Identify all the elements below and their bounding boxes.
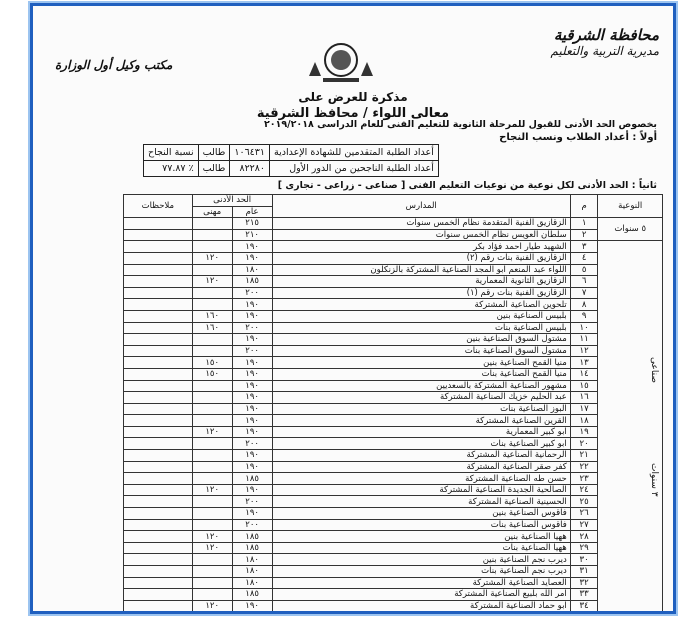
row-number: ١١ [570,334,598,346]
notes-cell [124,461,193,473]
col-type: النوعية [598,195,663,218]
school-name: الزقازيق الفنية بنات رقم (٢) [272,252,570,264]
governorate-name: محافظة الشرقية [553,26,659,44]
directorate-name: مديرية التربية والتعليم [550,44,659,58]
min-vocational [192,264,232,276]
emblem-icon [301,36,381,86]
notes-cell [124,426,193,438]
min-general: ١٨٠ [232,577,272,589]
table-row [124,589,663,601]
min-vocational [192,577,232,589]
min-general: ١٩٠ [232,241,272,253]
row-number: ١ [570,218,598,230]
min-vocational [192,218,232,230]
type-industrial [598,241,663,612]
memo-subject: بخصوص الحد الأدنى للقبول للمرحلة الثانوية للتعليم الفنى للعام الدراسى ٢٠١٩/٢٠١٨ [263,119,657,130]
min-vocational: ١٥٠ [192,357,232,369]
min-general: ١٩٠ [232,461,272,473]
notes-cell [124,345,193,357]
notes-cell [124,566,193,578]
school-name: فاقوس الصناعية بنات [272,519,570,531]
school-name: امر الله بلبيع الصناعية المشتركة [272,589,570,601]
min-vocational: ١٢٠ [192,276,232,288]
school-name: بلبيس الصناعية بنين [272,310,570,322]
row-number: ٣ [570,241,598,253]
min-general: ١٩٠ [232,415,272,427]
section-two-heading: ثانياً : الحد الأدنى لكل نوعية من نوعيات التعليم الفنى [ صناعى - زراعى - تجارى ] [277,180,657,191]
notes-cell [124,554,193,566]
row-number: ٢٦ [570,508,598,520]
min-general: ٢١٠ [232,229,272,241]
row-number: ١٧ [570,403,598,415]
row-number: ٧ [570,287,598,299]
min-general: ١٨٥ [232,531,272,543]
min-general: ٢٠٠ [232,322,272,334]
row-number: ١٤ [570,368,598,380]
min-vocational [192,473,232,485]
table-row [124,276,663,288]
memo-heading: مذكرة للعرض على [298,90,408,104]
notes-cell [124,415,193,427]
notes-cell [124,600,193,612]
notes-cell [124,229,193,241]
min-general: ١٩٠ [232,380,272,392]
row-number: ٥ [570,264,598,276]
row-number: ٢٤ [570,484,598,496]
min-general: ١٩٠ [232,357,272,369]
table-body [124,218,663,612]
min-vocational: ١٢٠ [192,484,232,496]
school-name: ابو كبير الصناعية بنات [272,438,570,450]
row-number: ٣١ [570,566,598,578]
row-number: ٦ [570,276,598,288]
notes-cell [124,589,193,601]
min-vocational [192,229,232,241]
school-name: اللواء عبد المنعم ابو المجد الصناعية المشتركة بالزنكلون [272,264,570,276]
notes-cell [124,577,193,589]
document-page [30,3,676,614]
notes-cell [124,450,193,462]
row-number: ٢٣ [570,473,598,485]
notes-cell [124,241,193,253]
table-row [124,310,663,322]
row-number: ٢ [570,229,598,241]
min-general: ١٩٠ [232,299,272,311]
min-vocational: ١٦٠ [192,310,232,322]
stats-row [144,145,439,161]
school-name: الرحمانية الصناعية المشتركة [272,450,570,462]
min-general: ١٩٠ [232,508,272,520]
notes-cell [124,508,193,520]
notes-cell [124,252,193,264]
table-row [124,357,663,369]
row-number: ٣٣ [570,589,598,601]
row-number: ٣٤ [570,600,598,612]
type-industrial-label: صناعى [649,356,659,383]
row-number: ٤ [570,252,598,264]
notes-cell [124,322,193,334]
school-name: ابو حماد الصناعية المشتركة [272,600,570,612]
table-header-row [124,195,663,207]
school-name: مشتول السوق الصناعية بنين [272,334,570,346]
table-row [124,264,663,276]
table-row [124,438,663,450]
min-general: ٢٠٠ [232,438,272,450]
notes-cell [124,531,193,543]
min-vocational [192,450,232,462]
table-row [124,554,663,566]
notes-cell [124,264,193,276]
min-general: ١٩٠ [232,484,272,496]
type-five-years: ٥ سنوات [598,218,663,241]
notes-cell [124,310,193,322]
min-general: ١٨٥ [232,473,272,485]
row-number: ٨ [570,299,598,311]
school-name: مشهور الصناعية المشتركة بالسعديين [272,380,570,392]
school-name: الحسينية الصناعية المشتركة [272,496,570,508]
min-general: ١٨٠ [232,264,272,276]
min-vocational [192,299,232,311]
min-vocational [192,461,232,473]
school-name: منيا القمح الصناعية بنات [272,368,570,380]
table-row [124,450,663,462]
stats-label: أعداد الطلبة المتقدمين للشهادة الإعدادية [269,145,438,161]
table-row [124,566,663,578]
school-name: الزقازيق الفنية بنات رقم (١) [272,287,570,299]
school-name: البوز الصناعية بنات [272,403,570,415]
col-vocational: مهنى [192,206,232,218]
school-name: بلبيس الصناعية بنات [272,322,570,334]
stats-label: أعداد الطلبة الناجحين من الدور الأول [269,161,438,177]
stats-unit: طالب [198,161,230,177]
row-number: ٢٨ [570,531,598,543]
school-name: الصالحية الجديدة الصناعية المشتركة [272,484,570,496]
min-general: ٢٠٠ [232,287,272,299]
school-name: تلحوين الصناعية المشتركة [272,299,570,311]
notes-cell [124,473,193,485]
table-row [124,473,663,485]
stats-row [144,161,439,177]
row-number: ٩ [570,310,598,322]
row-number: ١٩ [570,426,598,438]
row-number: ٢١ [570,450,598,462]
min-vocational [192,566,232,578]
min-general: ١٩٠ [232,334,272,346]
row-number: ٢٥ [570,496,598,508]
min-general: ١٩٠ [232,252,272,264]
notes-cell [124,368,193,380]
row-number: ٢٧ [570,519,598,531]
table-row [124,508,663,520]
min-general: ١٩٠ [232,426,272,438]
min-general: ٢٠٠ [232,519,272,531]
row-number: ٣٢ [570,577,598,589]
min-general: ١٨٥ [232,276,272,288]
memo-addressee: معالى اللواء / محافظ الشرقية [256,106,450,121]
min-general: ١٨٥ [232,589,272,601]
table-row [124,218,663,230]
school-name: الزقازيق الثانوية المعمارية [272,276,570,288]
min-vocational [192,287,232,299]
col-general: عام [232,206,272,218]
table-row [124,426,663,438]
min-vocational [192,392,232,404]
table-row [124,229,663,241]
row-number: ١٠ [570,322,598,334]
table-row [124,241,663,253]
min-general: ١٩٠ [232,310,272,322]
col-min: الحد الأدنى [192,195,272,207]
min-general: ٢٠٠ [232,345,272,357]
notes-cell [124,276,193,288]
row-number: ١٦ [570,392,598,404]
notes-cell [124,287,193,299]
min-vocational [192,415,232,427]
min-general: ١٩٠ [232,392,272,404]
stats-unit: طالب [198,145,230,161]
school-name: سلطان العويس نظام الخمس سنوات [272,229,570,241]
school-name: ابو كبير المعمارية [272,426,570,438]
office-name: مكتب وكيل أول الوزارة [55,58,173,72]
min-general: ١٩٠ [232,600,272,612]
min-general: ١٩٠ [232,368,272,380]
min-vocational: ١٢٠ [192,600,232,612]
school-name: ديرب نجم الصناعية بنين [272,554,570,566]
min-vocational: ١٢٠ [192,426,232,438]
school-name: العصايد الصناعية المشتركة [272,577,570,589]
table-row [124,380,663,392]
min-vocational [192,334,232,346]
notes-cell [124,403,193,415]
table-row [124,496,663,508]
table-row [124,322,663,334]
min-general: ٢٠٠ [232,496,272,508]
school-name: الشهيد طيار احمد فؤاد بكر [272,241,570,253]
notes-cell [124,218,193,230]
min-vocational: ١٢٠ [192,252,232,264]
stats-table [143,144,439,177]
table-row [124,484,663,496]
notes-cell [124,542,193,554]
row-number: ١٨ [570,415,598,427]
memo-title [33,90,673,121]
notes-cell [124,299,193,311]
notes-cell [124,496,193,508]
min-vocational [192,403,232,415]
table-row [124,577,663,589]
row-number: ١٢ [570,345,598,357]
notes-cell [124,438,193,450]
min-general: ٢١٥ [232,218,272,230]
col-notes: ملاحظات [124,195,193,218]
min-vocational [192,508,232,520]
min-vocational [192,241,232,253]
notes-cell [124,484,193,496]
stats-extra: نسبة النجاح [144,145,199,161]
min-general: ١٩٠ [232,450,272,462]
table-row [124,542,663,554]
row-number: ٢٢ [570,461,598,473]
stats-extra: ٪ ٧٧.٨٧ [144,161,199,177]
col-num: م [570,195,598,218]
stats-value: ٨٢٢٨٠ [230,161,270,177]
min-vocational [192,589,232,601]
row-number: ٣٠ [570,554,598,566]
letterhead [551,26,660,58]
table-row [124,415,663,427]
school-name: ههيا الصناعية بنين [272,531,570,543]
min-vocational: ١٢٠ [192,542,232,554]
school-name: مشتول السوق الصناعية بنات [272,345,570,357]
type-three-years-label: ٣ سنوات [649,462,659,497]
notes-cell [124,392,193,404]
table-row [124,403,663,415]
min-vocational [192,380,232,392]
notes-cell [124,334,193,346]
school-name: منيا القمح الصناعية بنين [272,357,570,369]
row-number: ١٥ [570,380,598,392]
school-name: القرين الصناعية المشتركة [272,415,570,427]
table-row [124,252,663,264]
school-name: عبد الحليم خزيك الصناعية المشتركة [272,392,570,404]
school-name: حسن طه الصناعية المشتركة [272,473,570,485]
notes-cell [124,380,193,392]
min-vocational [192,496,232,508]
table-row [124,345,663,357]
table-row [124,299,663,311]
schools-table [123,194,663,612]
min-vocational: ١٢٠ [192,531,232,543]
min-vocational: ١٦٠ [192,322,232,334]
table-row [124,600,663,612]
school-name: ديرب نجم الصناعية بنات [272,566,570,578]
min-vocational [192,519,232,531]
min-general: ١٨٥ [232,542,272,554]
table-row [124,392,663,404]
min-vocational [192,345,232,357]
table-row [124,461,663,473]
table-row [124,519,663,531]
notes-cell [124,519,193,531]
min-general: ١٨٠ [232,554,272,566]
school-name: ههيا الصناعية بنات [272,542,570,554]
notes-cell [124,357,193,369]
row-number: ٢٠ [570,438,598,450]
table-row [124,287,663,299]
stats-value: ١٠٦٤٣١ [230,145,270,161]
table-row [124,334,663,346]
school-name: فاقوس الصناعية بنين [272,508,570,520]
table-row [124,368,663,380]
school-name: كفر صقر الصناعية المشتركة [272,461,570,473]
min-general: ١٨٠ [232,566,272,578]
row-number: ٢٩ [570,542,598,554]
col-school: المدارس [272,195,570,218]
school-name: الزقازيق الفنية المتقدمة نظام الخمس سنوات [272,218,570,230]
min-vocational [192,554,232,566]
min-general: ١٩٠ [232,403,272,415]
min-vocational: ١٥٠ [192,368,232,380]
min-vocational [192,438,232,450]
section-one-heading: أولاً : أعداد الطلاب ونسب النجاح [499,132,657,143]
row-number: ١٣ [570,357,598,369]
table-row [124,531,663,543]
